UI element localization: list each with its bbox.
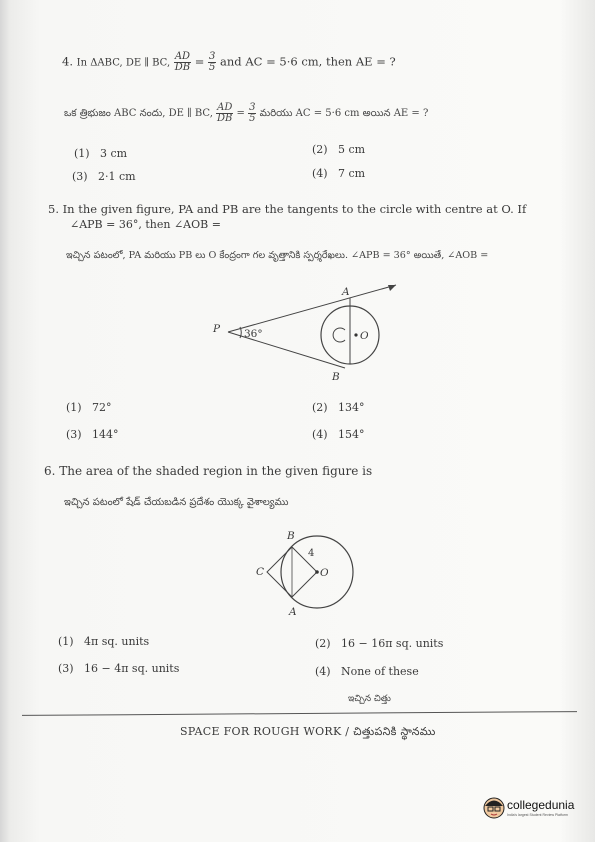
q6-number: 6.	[44, 464, 56, 478]
q5-telugu: ఇచ్చిన పటంలో, PA మరియు PB లు O కేంద్రంగా గల వృత్తానికి స్పర్శరేఖలు. ∠APB = 36° అయితే, ∠AOB =	[66, 250, 489, 261]
option-text: 4π sq. units	[84, 635, 150, 648]
option-number: (4)	[312, 428, 328, 441]
option-number: (4)	[315, 665, 331, 678]
q5-label-angle: 36°	[244, 328, 263, 340]
q6-option-1[interactable]	[58, 635, 149, 648]
q4-number: 4.	[62, 54, 73, 69]
logo-brand: collegedunia	[507, 798, 575, 812]
logo-mascot-icon	[483, 797, 505, 819]
q6-label-o: O	[320, 567, 329, 579]
option-text: 7 cm	[338, 167, 366, 180]
q4-pre: In ΔABC, DE ∥ BC,	[76, 57, 171, 69]
option-number: (2)	[315, 637, 331, 650]
q4-frac-num: AD	[174, 51, 191, 62]
logo-tagline: India's largest Student Review Platform	[507, 813, 568, 817]
q4-fraction	[174, 52, 191, 73]
option-number: (1)	[66, 401, 82, 414]
q4-ratio-num: 3	[209, 51, 216, 62]
q6-stem	[44, 464, 372, 478]
q4-option-2[interactable]	[312, 143, 365, 156]
q4-telugu-fraction	[216, 103, 233, 124]
q5-option-1[interactable]	[66, 401, 112, 414]
option-text: 16 − 16π sq. units	[341, 637, 444, 650]
option-text: 5 cm	[338, 143, 366, 156]
q4-frac-den: DB	[174, 62, 191, 73]
q4-telugu-ratio	[248, 103, 256, 124]
q4-telugu-pre: ఒక త్రిభుజం ABC నందు, DE ∥ BC,	[64, 108, 213, 119]
q6-option-4[interactable]	[315, 665, 419, 678]
option-text: 2·1 cm	[98, 170, 136, 183]
option-text: 154°	[338, 428, 365, 441]
q4-stem	[62, 52, 396, 73]
q6-label-side: 4	[308, 548, 315, 559]
option-number: (2)	[312, 143, 328, 156]
q5-option-2[interactable]	[312, 401, 365, 414]
q5-stem-line1	[48, 202, 526, 216]
q4-telugu-ratio-num: 3	[249, 102, 256, 113]
q4-option-3[interactable]	[72, 170, 136, 183]
q5-option-4[interactable]	[312, 428, 365, 441]
collegedunia-logo	[481, 795, 591, 823]
option-text: 144°	[92, 428, 119, 441]
option-number: (3)	[66, 428, 82, 441]
q5-label-b: B	[332, 371, 340, 383]
q6-label-a: A	[289, 606, 297, 618]
q4-telugu-frac-den: DB	[217, 113, 233, 124]
option-number: (3)	[72, 170, 88, 183]
q4-ratio-den: 5	[209, 62, 216, 73]
q4-eq: =	[194, 54, 205, 69]
q6-telugu: ఇచ్చిన పటంలో షేడ్ చేయబడిన ప్రదేశం యొక్క వైశాల్యము	[64, 497, 289, 508]
rough-work-label: SPACE FOR ROUGH WORK / చిత్తుపనికి స్థానము	[180, 725, 436, 738]
q6-figure	[255, 530, 365, 620]
q4-telugu-post: మరియు AC = 5·6 cm అయిన AE = ?	[259, 108, 429, 119]
q4-telugu-frac-num: AD	[217, 102, 233, 113]
q4-ratio	[208, 52, 216, 73]
q5-figure	[200, 280, 400, 385]
q6-label-c: C	[256, 566, 265, 578]
option-number: (3)	[58, 662, 74, 675]
q4-post: and AC = 5·6 cm, then AE = ?	[220, 54, 396, 69]
footer-telugu: ఇచ్చిన చిత్తు	[348, 694, 391, 704]
q5-option-3[interactable]	[66, 428, 119, 441]
option-text: 134°	[338, 401, 365, 414]
option-text: 3 cm	[100, 147, 128, 160]
q5-label-p: P	[213, 323, 221, 335]
q4-option-4[interactable]	[312, 167, 365, 180]
option-number: (1)	[74, 147, 90, 160]
q5-stem-line2: ∠APB = 36°, then ∠AOB =	[70, 218, 221, 231]
q6-label-b: B	[287, 530, 295, 542]
option-number: (4)	[312, 167, 328, 180]
q4-telugu	[64, 103, 428, 124]
option-text: None of these	[341, 665, 419, 678]
q5-number: 5.	[48, 202, 59, 216]
q4-option-1[interactable]	[74, 147, 127, 160]
q6-option-2[interactable]	[315, 637, 443, 650]
option-text: 16 − 4π sq. units	[84, 662, 180, 675]
q6-option-3[interactable]	[58, 662, 179, 675]
q4-telugu-eq: =	[236, 108, 245, 119]
q6-line1: The area of the shaded region in the given figure is	[59, 464, 373, 478]
q5-label-a: A	[342, 286, 350, 298]
q5-line1: In the given figure, PA and PB are the tangents to the circle with centre at O. If	[62, 202, 527, 216]
option-number: (1)	[58, 635, 74, 648]
option-number: (2)	[312, 401, 328, 414]
q5-label-o: O	[360, 330, 369, 342]
option-text: 72°	[92, 401, 112, 414]
q4-telugu-ratio-den: 5	[249, 113, 256, 124]
